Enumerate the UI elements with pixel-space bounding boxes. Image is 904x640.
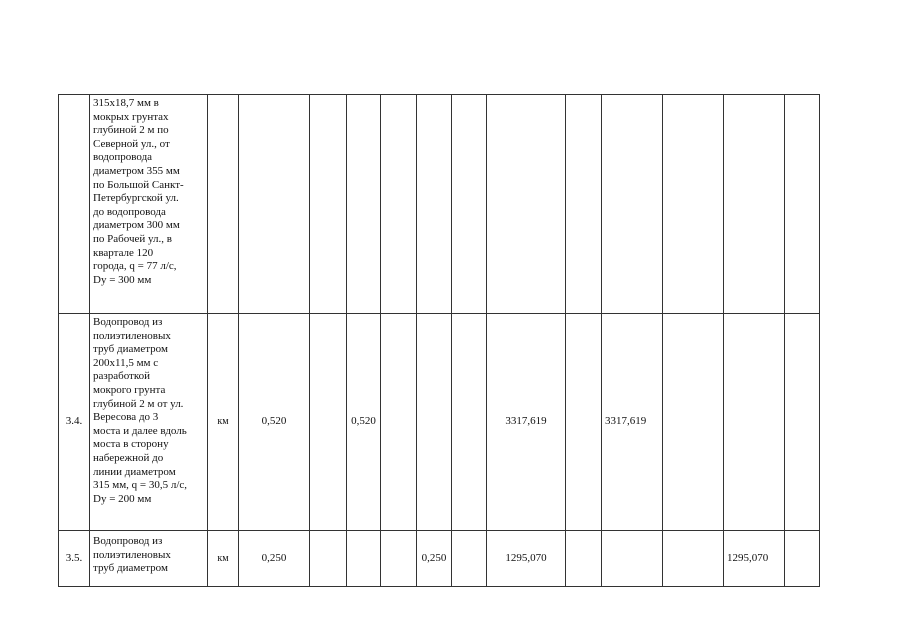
- cell-col-8: [566, 531, 602, 587]
- cell-col-3: [347, 95, 381, 314]
- cell-col-2: [310, 531, 347, 587]
- cell-col-9: [602, 95, 663, 314]
- row-unit: км: [208, 314, 239, 531]
- cell-col-6: [452, 531, 487, 587]
- cell-col-4: [381, 95, 417, 314]
- cell-col-11: 1295,070: [724, 531, 785, 587]
- row-unit: км: [208, 531, 239, 587]
- cell-col-4: [381, 531, 417, 587]
- cell-col-10: [663, 531, 724, 587]
- cell-col-11: [724, 314, 785, 531]
- cell-col-10: [663, 95, 724, 314]
- cell-col-6: [452, 95, 487, 314]
- row-description: Водопровод из полиэтиленовых труб диаметром 200х11,5 мм с разработкой мокрого грунта глубиной 2 м от ул. Вересова до 3 моста и далее вдоль моста в сторону набережной до линии диаметром 315 мм, q = 30,5 л/с, Dy = 200 мм: [90, 314, 208, 531]
- table-row: [59, 314, 820, 531]
- row-description: Водопровод из полиэтиленовых труб диаметром: [90, 531, 208, 587]
- cell-col-4: [381, 314, 417, 531]
- cell-col-5: [417, 95, 452, 314]
- cell-col-1: 0,520: [239, 314, 310, 531]
- cell-col-5: 0,250: [417, 531, 452, 587]
- cell-col-2: [310, 314, 347, 531]
- cell-col-12: [785, 531, 820, 587]
- row-description: 315х18,7 мм в мокрых грунтах глубиной 2 м по Северной ул., от водопровода диаметром 355 мм по Большой Санкт- Петербургской ул. до водопровода диаметром 300 мм по Рабочей ул., в квартале 120 города, q = 77 л/с, Dy = 300 мм: [90, 95, 208, 314]
- row-number: 3.5.: [59, 531, 90, 587]
- cell-col-9: [602, 531, 663, 587]
- table-row: [59, 95, 820, 314]
- table-row: [59, 531, 820, 587]
- cell-col-1: 0,250: [239, 531, 310, 587]
- cell-col-11: [724, 95, 785, 314]
- cell-col-7: 3317,619: [487, 314, 566, 531]
- cell-col-6: [452, 314, 487, 531]
- cell-col-8: [566, 314, 602, 531]
- row-number: 3.4.: [59, 314, 90, 531]
- cell-col-1: [239, 95, 310, 314]
- cell-col-10: [663, 314, 724, 531]
- cell-col-8: [566, 95, 602, 314]
- cell-col-3: 0,520: [347, 314, 381, 531]
- cell-col-12: [785, 314, 820, 531]
- cell-col-3: [347, 531, 381, 587]
- row-unit: [208, 95, 239, 314]
- cell-col-7: [487, 95, 566, 314]
- cell-col-7: 1295,070: [487, 531, 566, 587]
- row-number: [59, 95, 90, 314]
- cell-col-12: [785, 95, 820, 314]
- cell-col-5: [417, 314, 452, 531]
- cell-col-9: 3317,619: [602, 314, 663, 531]
- cell-col-2: [310, 95, 347, 314]
- data-table: [58, 94, 820, 587]
